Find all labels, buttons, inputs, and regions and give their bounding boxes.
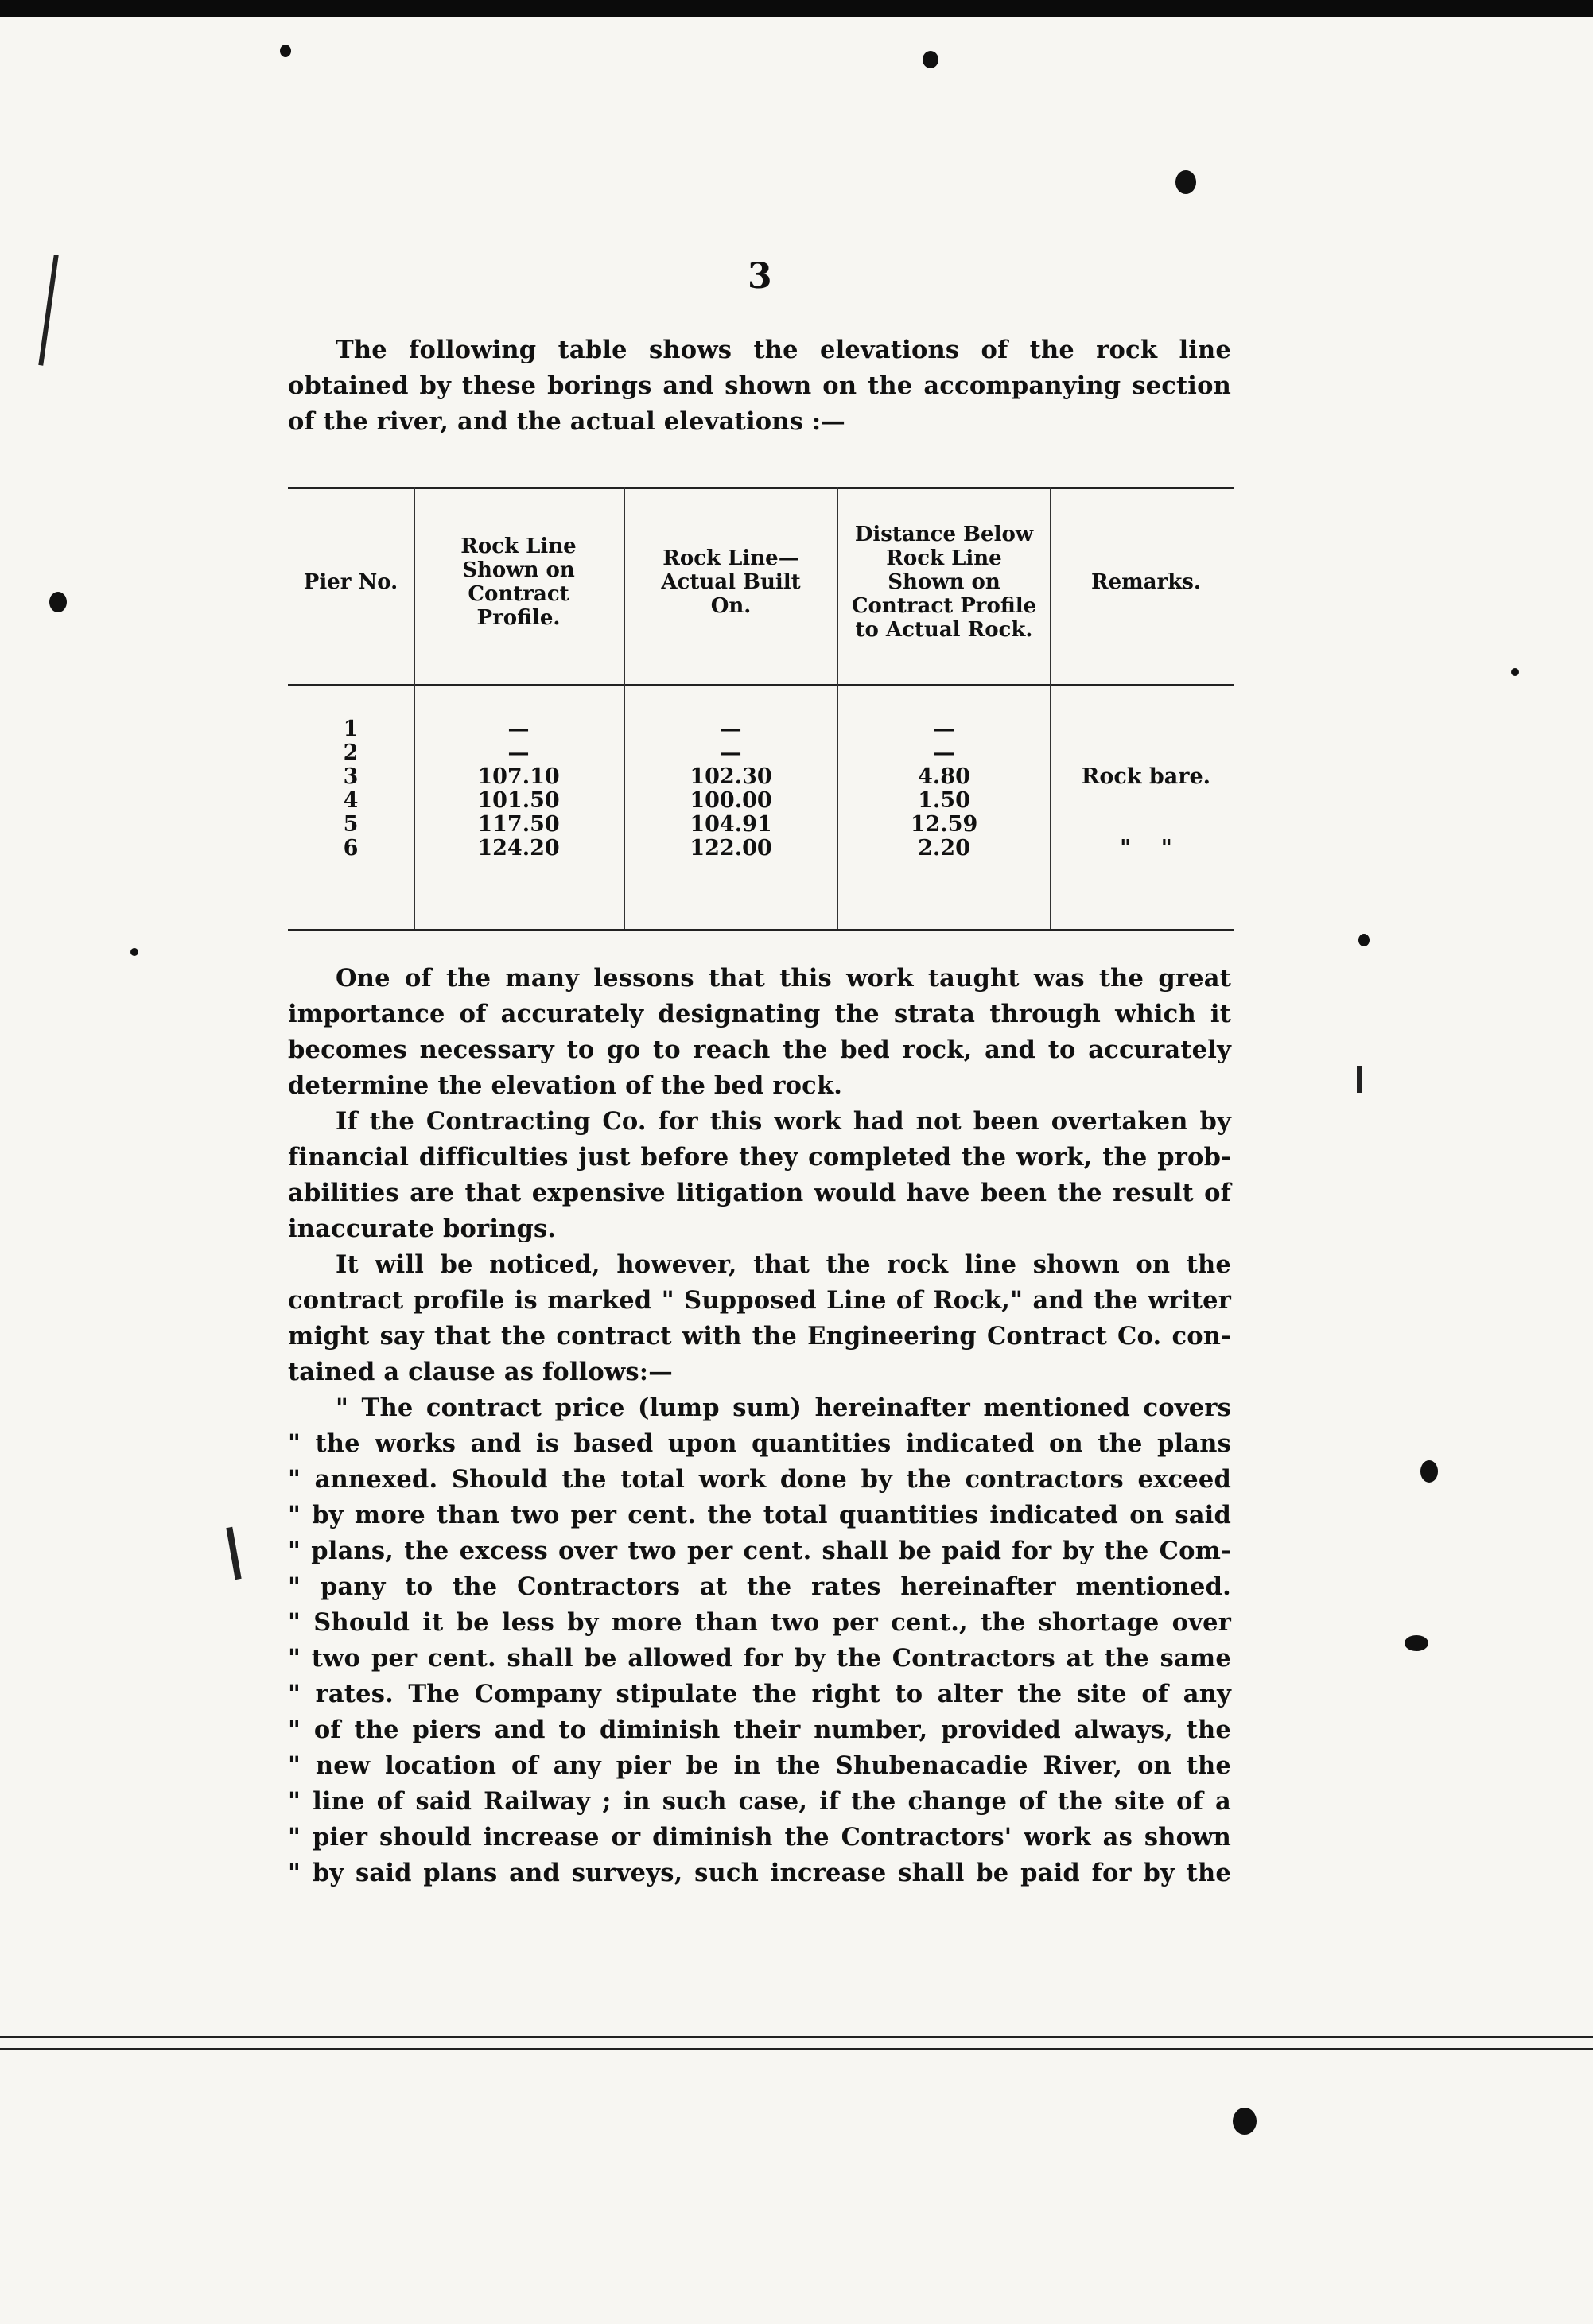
table-cell: 4	[343, 788, 359, 813]
ink-stroke	[1357, 1066, 1362, 1093]
text-line: " the works and is based upon quantities indicated on the plans	[288, 1429, 1231, 1458]
table-cell: —	[933, 740, 955, 765]
text-line: " two per cent. shall be allowed for by the Contractors at the same	[288, 1644, 1231, 1673]
table-cell: Rock bare.	[1081, 764, 1211, 789]
text-line: determine the elevation of the bed rock.	[288, 1071, 843, 1100]
table-cell: 2	[343, 740, 359, 765]
paragraph-lessons	[288, 961, 1231, 1104]
text-line: " plans, the excess over two per cent. shall be paid for by the Com-	[288, 1537, 1231, 1565]
text-line: financial difficulties just before they completed the work, the prob-	[288, 1143, 1231, 1172]
ink-speck	[1405, 1635, 1428, 1651]
ink-speck	[1511, 668, 1519, 676]
ink-speck	[1233, 2108, 1257, 2135]
page-number: 3	[748, 256, 772, 297]
header-contract-profile: Rock Line Shown on Contract Profile.	[460, 534, 577, 630]
text-line: " by said plans and surveys, such increase shall be paid for by the	[288, 1859, 1231, 1887]
header-actual-built-on: Rock Line— Actual Built On.	[661, 546, 801, 618]
column-actual-built-on	[644, 717, 818, 861]
table-cell: 122.00	[690, 836, 772, 861]
column-distance-below	[845, 717, 1043, 861]
text-line: " line of said Railway ; in such case, if the change of the site of a	[288, 1787, 1231, 1816]
paragraph-supposed-line	[288, 1247, 1231, 1390]
table-cell: —	[507, 740, 530, 765]
table-cell: 1.50	[918, 788, 970, 813]
text-line: The following table shows the elevations of the rock line	[336, 336, 1231, 364]
rock-elevation-table	[288, 487, 1234, 932]
text-line: " new location of any pier be in the Shubenacadie River, on the	[288, 1751, 1231, 1780]
table-cell: " "	[1120, 836, 1172, 861]
text-line: abilities are that expensive litigation would have been the result of	[288, 1179, 1231, 1207]
text-line: obtained by these borings and shown on the accompanying section	[288, 371, 1231, 400]
column-divider	[1050, 487, 1051, 929]
left-margin-mark	[38, 255, 58, 365]
column-divider	[624, 487, 625, 929]
table-cell: 1	[343, 717, 359, 741]
table-cell: 4.80	[918, 764, 970, 789]
bottom-rule-2	[0, 2048, 1593, 2050]
table-cell: 101.50	[477, 788, 560, 813]
text-line: becomes necessary to go to reach the bed rock, and to accurately	[288, 1036, 1231, 1064]
ink-stroke	[226, 1527, 241, 1580]
text-line: contract profile is marked " Supposed Line of Rock," and the writer	[288, 1286, 1231, 1315]
table-cell: 2.20	[918, 836, 970, 861]
ink-speck	[280, 45, 291, 57]
text-line: " Should it be less by more than two per cent., the shortage over	[288, 1608, 1231, 1637]
bottom-rule	[0, 2036, 1593, 2038]
ink-speck	[1358, 934, 1370, 946]
table-cell: 102.30	[690, 764, 772, 789]
ink-speck	[130, 948, 138, 956]
text-line: " The contract price (lump sum) hereinafter mentioned covers	[336, 1393, 1231, 1422]
table-cell: 3	[343, 764, 359, 789]
header-distance-below: Distance Below Rock Line Shown on Contract Profile to Actual Rock.	[851, 523, 1037, 642]
column-pier	[288, 717, 414, 861]
table-cell: 5	[343, 812, 359, 837]
table-cell: —	[720, 740, 742, 765]
header-pier-no: Pier No.	[303, 570, 398, 594]
header-remarks: Remarks.	[1091, 570, 1201, 594]
text-line: tained a clause as follows:—	[288, 1358, 673, 1386]
table-header-rule	[288, 684, 1234, 686]
scan-top-border	[0, 0, 1593, 17]
text-line: of the river, and the actual elevations :—	[288, 407, 845, 436]
column-contract-profile	[425, 717, 612, 861]
paragraph-contracting-co	[288, 1104, 1231, 1247]
table-cell: 124.20	[477, 836, 560, 861]
text-line: " by more than two per cent. the total quantities indicated on said	[288, 1501, 1231, 1529]
text-line: " annexed. Should the total work done by the contractors exceed	[288, 1465, 1231, 1494]
text-line: might say that the contract with the Engineering Contract Co. con-	[288, 1322, 1231, 1350]
table-cell: —	[720, 717, 742, 741]
table-cell: 107.10	[477, 764, 560, 789]
ink-speck	[923, 51, 938, 68]
contract-clause-quote	[288, 1390, 1231, 1891]
ink-speck	[49, 592, 67, 612]
column-divider	[837, 487, 838, 929]
text-line: It will be noticed, however, that the rock line shown on the	[336, 1250, 1231, 1279]
table-cell: 104.91	[690, 812, 772, 837]
table-cell: —	[507, 717, 530, 741]
ink-speck	[1175, 170, 1196, 194]
column-divider	[414, 487, 415, 929]
table-cell: 12.59	[910, 812, 978, 837]
table-cell	[1058, 908, 1234, 932]
text-line: One of the many lessons that this work taught was the great	[336, 964, 1231, 993]
text-line: " pier should increase or diminish the Contractors' work as shown	[288, 1823, 1231, 1852]
text-line: inaccurate borings.	[288, 1214, 557, 1243]
text-line: " pany to the Contractors at the rates hereinafter mentioned.	[288, 1572, 1231, 1601]
table-cell: 117.50	[477, 812, 560, 837]
text-line: " of the piers and to diminish their number, provided always, the	[288, 1716, 1231, 1744]
text-line: importance of accurately designating the strata through which it	[288, 1000, 1231, 1028]
table-cell: —	[933, 717, 955, 741]
table-cell: 100.00	[690, 788, 772, 813]
text-line: If the Contracting Co. for this work had not been overtaken by	[336, 1107, 1231, 1136]
table-cell: 6	[343, 836, 359, 861]
text-line: " rates. The Company stipulate the right to alter the site of any	[288, 1680, 1231, 1708]
ink-speck	[1420, 1460, 1438, 1483]
intro-paragraph	[288, 332, 1231, 440]
